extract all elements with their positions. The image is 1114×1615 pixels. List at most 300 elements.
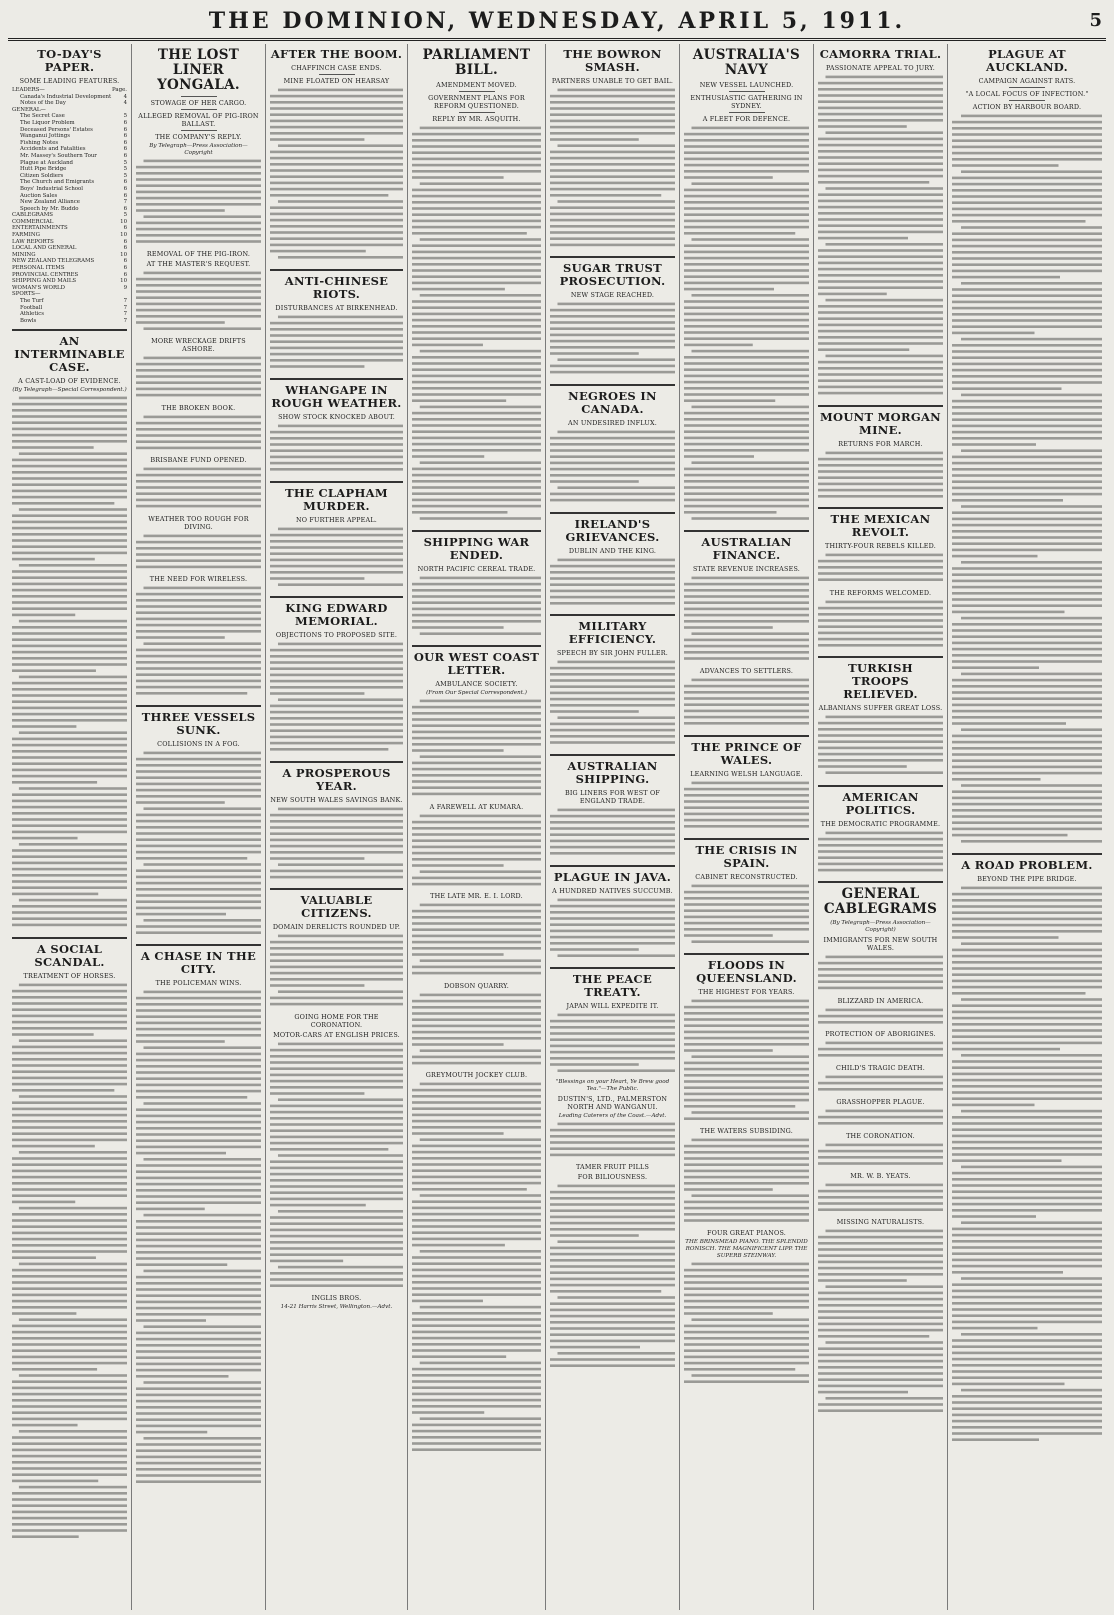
body-text-line [684, 1061, 809, 1064]
body-text-line [550, 1039, 675, 1042]
body-text-line [826, 1230, 944, 1233]
body-text-line [12, 1163, 127, 1166]
body-text-line [270, 431, 403, 434]
body-text-line [558, 1352, 676, 1355]
body-text-line [684, 703, 809, 706]
body-text-line [12, 1126, 127, 1129]
body-text-line [952, 986, 1102, 989]
body-text-line [412, 1263, 541, 1266]
body-text-line [952, 183, 1102, 186]
body-text-line [12, 484, 127, 487]
body-text-line [412, 1000, 541, 1003]
body-text-line [684, 449, 809, 452]
body-text-line [818, 856, 943, 859]
body-text-line [12, 837, 78, 840]
body-text-line [420, 1250, 541, 1253]
body-text-line [136, 290, 261, 293]
index-label: COMMERCIAL [12, 218, 54, 225]
body-text-line [412, 319, 541, 322]
body-text-line [952, 127, 1102, 130]
index-row [12, 265, 127, 272]
body-text-line [684, 1300, 809, 1303]
advert-sign: INGLIS BROS. [311, 1293, 362, 1302]
body-text-line [684, 412, 809, 415]
body-text-line [12, 682, 127, 685]
body-text-line [952, 1258, 1102, 1261]
body-text-line [684, 1362, 809, 1365]
body-text-line [818, 1316, 943, 1319]
body-text-line [270, 328, 403, 331]
body-text-line [952, 251, 1102, 254]
body-text-line [952, 1116, 1102, 1119]
body-text-line [684, 331, 809, 334]
body-text-line [412, 1281, 541, 1284]
body-text-line [412, 176, 504, 179]
body-text-line [12, 881, 127, 884]
cable-grasshopper: GRASSHOPPER PLAGUE. [836, 1097, 925, 1106]
body-text-line [270, 151, 403, 154]
body-text-line [270, 686, 403, 689]
body-text-line [412, 375, 541, 378]
body-text-line [684, 492, 809, 495]
body-text-lines [818, 1040, 943, 1059]
body-text-line [826, 131, 944, 134]
article-body [550, 807, 675, 860]
body-text-lines [818, 74, 943, 396]
parliament-sub-3: REPLY BY MR. ASQUITH. [432, 115, 521, 123]
body-text-line [270, 978, 403, 981]
body-text-line [684, 1337, 809, 1340]
body-text-line [684, 794, 809, 797]
body-text-line [684, 375, 809, 378]
body-text-line [952, 685, 1102, 688]
index-row [12, 127, 127, 134]
body-text-line [818, 249, 943, 252]
body-text-line [684, 1312, 773, 1315]
road-subheading: BEYOND THE PIPE BRIDGE. [977, 874, 1077, 883]
body-text-lines [270, 526, 403, 588]
body-text-line [684, 368, 809, 371]
body-text-line [270, 1272, 403, 1275]
cablegrams-credit: (By Telegraph—Press Association—Copyright) [830, 920, 931, 934]
article-body [550, 1012, 675, 1077]
body-text-line [952, 899, 1102, 902]
body-text-line [952, 1203, 1102, 1206]
body-text-line [136, 446, 261, 449]
body-text-line [412, 1089, 541, 1092]
body-text-line [12, 1250, 127, 1253]
java-subheading: A HUNDRED NATIVES SUCCUMB. [552, 887, 673, 896]
body-text-line [818, 457, 943, 460]
body-text-line [270, 704, 403, 707]
index-page: 5 [123, 159, 127, 166]
body-text-line [270, 353, 403, 356]
index-page: 4 [123, 93, 127, 100]
body-text-line [952, 759, 1102, 762]
body-text-line [12, 533, 127, 536]
body-text-line [952, 139, 1102, 142]
body-text-line [412, 325, 541, 328]
body-text-line [136, 674, 261, 677]
body-text-lines [952, 885, 1102, 1443]
index-row [12, 173, 127, 180]
body-text-line [412, 511, 507, 514]
body-text-line [412, 1133, 504, 1136]
body-text-line [136, 369, 261, 372]
column-8 [948, 44, 1106, 1610]
body-text-line [550, 735, 675, 738]
body-text-line [684, 620, 809, 623]
body-text-line [550, 571, 675, 574]
body-text-line [412, 1288, 541, 1291]
body-text-line [684, 1213, 809, 1216]
body-text-line [412, 1018, 541, 1021]
body-text-line [684, 1356, 809, 1359]
politics-heading: AMERICAN POLITICS. [842, 789, 919, 817]
body-text-line [12, 496, 127, 499]
article-body [684, 883, 809, 948]
shipping-war-subheading: NORTH PACIFIC CEREAL TRADE. [417, 565, 536, 573]
body-text-line [952, 146, 1102, 149]
cable-yeats: MR. W. B. YEATS. [850, 1171, 911, 1180]
index-label: PERSONAL ITEMS [12, 265, 65, 272]
military-heading: MILITARY EFFICIENCY. [568, 619, 657, 647]
body-text-line [412, 251, 541, 254]
body-text-line [12, 1114, 127, 1117]
body-text-line [952, 462, 1102, 465]
article-body [412, 992, 541, 1070]
body-text-lines [550, 659, 675, 746]
body-text-line [952, 1358, 1102, 1361]
body-text-line [550, 815, 675, 818]
body-text-lines [818, 1007, 943, 1026]
body-text-line [12, 416, 127, 419]
body-text-line [270, 334, 403, 337]
body-text-line [270, 443, 403, 446]
body-text-line [684, 325, 809, 328]
body-text-line [12, 1014, 127, 1017]
body-text-line [558, 486, 676, 489]
body-text-line [12, 490, 127, 493]
body-text-line [12, 918, 127, 921]
body-text-line [412, 331, 541, 334]
body-text-line [144, 1437, 262, 1440]
body-text-line [12, 924, 127, 927]
body-text-line [684, 424, 809, 427]
body-text-line [412, 381, 541, 384]
article-body [818, 1182, 943, 1216]
body-text-line [684, 1188, 773, 1191]
body-text-line [412, 725, 541, 728]
body-text-line [952, 766, 1102, 769]
body-text-line [136, 1251, 261, 1254]
body-text-line [952, 1122, 1102, 1125]
body-text-line [952, 803, 1102, 806]
body-text-line [692, 1111, 810, 1114]
body-text-line [278, 527, 403, 530]
body-text-line [136, 795, 261, 798]
body-text-lines [684, 575, 809, 662]
body-text-line [550, 365, 675, 368]
body-text-line [136, 1065, 261, 1068]
body-text-line [412, 1031, 541, 1034]
body-text-line [684, 1049, 773, 1052]
body-text-line [952, 406, 1102, 409]
body-text-line [136, 1220, 261, 1223]
body-text-line [270, 1173, 403, 1176]
column-3 [266, 44, 408, 1610]
index-label: LAW REPORTS [12, 238, 54, 245]
body-text-line [684, 158, 809, 161]
body-text-line [136, 178, 261, 181]
body-text-line [818, 753, 943, 756]
index-page: 10 [120, 278, 127, 285]
body-text-line [684, 1176, 809, 1179]
body-text-line [952, 1172, 1102, 1175]
index-page: 6 [123, 179, 127, 186]
body-text-line [136, 222, 261, 225]
body-text-lines [684, 1261, 809, 1385]
index-page: 6 [123, 133, 127, 140]
body-text-line [12, 540, 127, 543]
pianos-ad-list: THE BRINSMEAD PIANO. THE SPLENDID RONISCH. THE MAGNIFICENT LIPP. THE SUPERB STEINWAY. [685, 1239, 808, 1259]
body-text-line [412, 1257, 541, 1260]
body-text-line [684, 934, 773, 937]
body-text-line [684, 511, 777, 514]
article-body [550, 659, 675, 749]
body-text-line [136, 1400, 261, 1403]
body-text-line [818, 844, 943, 847]
body-text-line [412, 780, 541, 783]
body-text-line [818, 766, 907, 769]
body-text-line [12, 657, 127, 660]
whangape-subheading: SHOW STOCK KNOCKED ABOUT. [278, 412, 395, 421]
body-text-line [136, 1412, 261, 1415]
body-text-line [12, 478, 127, 481]
body-text-line [278, 991, 403, 994]
military-subheading: SPEECH BY SIR JOHN FULLER. [556, 649, 669, 658]
article-body [136, 270, 261, 335]
body-text-line [684, 1030, 809, 1033]
index-page: 4 [123, 100, 127, 107]
body-text-line [952, 518, 1102, 521]
body-text-line [818, 169, 943, 172]
body-text-line [684, 313, 809, 316]
body-text-line [558, 1014, 676, 1017]
body-text-line [818, 1323, 943, 1326]
body-text-line [420, 350, 541, 353]
body-text-line [270, 729, 403, 732]
body-text-line [818, 837, 943, 840]
pills-ad: TAMER FRUIT PILLS [575, 1162, 650, 1171]
body-text-line [270, 717, 403, 720]
body-text-line [136, 1133, 261, 1136]
body-text-line [818, 747, 943, 750]
body-text-line [952, 592, 1102, 595]
body-text-line [12, 1157, 127, 1160]
body-text-line [952, 821, 1102, 824]
body-text-line [550, 686, 675, 689]
body-text-line [12, 1132, 127, 1135]
body-text-line [270, 1185, 403, 1188]
body-text-line [270, 1117, 403, 1120]
body-text-line [136, 1474, 261, 1477]
body-text-line [952, 722, 1066, 725]
index-row [12, 219, 127, 226]
finance-sub-1: STATE REVENUE INCREASES. [692, 565, 801, 573]
index-list [12, 87, 127, 324]
body-text-line [692, 679, 810, 682]
body-text-line [818, 181, 929, 184]
body-text-line [144, 863, 262, 866]
body-text-line [19, 1207, 127, 1210]
body-text-lines [818, 1142, 943, 1167]
body-text-line [684, 1349, 809, 1352]
index-page: 6 [123, 185, 127, 192]
body-text-line [550, 1057, 675, 1060]
body-text-line [952, 809, 1102, 812]
body-text-line [12, 1021, 127, 1024]
body-text-line [684, 645, 809, 648]
article-body [270, 423, 403, 476]
body-text-line [818, 962, 943, 965]
body-text-line [12, 583, 127, 586]
body-text-line [270, 322, 403, 325]
body-text-line [136, 857, 247, 860]
article-body [270, 87, 403, 264]
body-text-line [961, 1054, 1102, 1057]
body-text-line [12, 744, 127, 747]
body-text-line [818, 330, 943, 333]
body-text-line [19, 620, 127, 623]
body-text-line [12, 1300, 127, 1303]
body-text-line [818, 1082, 943, 1085]
index-label: SHIPPING AND MAILS [12, 278, 77, 285]
body-text-line [684, 685, 809, 688]
body-text-line [278, 315, 403, 318]
body-text-line [550, 729, 675, 732]
body-text-line [412, 145, 541, 148]
body-text-line [684, 1086, 809, 1089]
body-text-line [550, 499, 675, 502]
body-text-line [12, 1076, 127, 1079]
finance-heading: AUSTRALIAN FINANCE. [701, 535, 792, 562]
body-text-line [12, 893, 98, 896]
body-text-line [952, 133, 1102, 136]
body-text-line [558, 200, 676, 203]
body-text-line [684, 381, 809, 384]
body-text-line [270, 941, 403, 944]
body-text-line [136, 820, 261, 823]
index-page: 10 [120, 251, 127, 258]
body-text-line [818, 212, 943, 215]
body-text-line [684, 139, 809, 142]
body-text-line [818, 637, 943, 640]
dustin-quote: "Blessings on your Heart, Ye Brew good Tea."—The Public. [555, 1078, 670, 1092]
body-text-line [12, 738, 127, 741]
body-text-line [952, 741, 1102, 744]
body-text-line [136, 1040, 225, 1043]
body-text-line [818, 1054, 943, 1057]
body-text-line [961, 617, 1102, 620]
body-text-line [952, 307, 1102, 310]
body-text-line [684, 455, 754, 458]
index-label: Football [20, 304, 43, 311]
body-text-lines [818, 599, 943, 649]
body-text-line [818, 255, 943, 258]
body-text-line [952, 363, 1102, 366]
body-text-line [412, 1368, 541, 1371]
body-text-line [412, 737, 541, 740]
body-text-line [136, 826, 261, 829]
body-text-line [952, 917, 1102, 920]
body-text-line [12, 688, 127, 691]
body-text-line [270, 851, 403, 854]
body-text-line [952, 1010, 1102, 1013]
body-text-line [136, 1419, 261, 1422]
article-body [12, 982, 127, 1543]
article-body [550, 897, 675, 962]
body-text-line [684, 362, 809, 365]
index-row [12, 146, 127, 153]
body-text-line [270, 365, 364, 368]
body-text-line [818, 379, 943, 382]
body-text-line [136, 440, 261, 443]
masthead [8, 4, 1106, 41]
body-text-line [136, 1319, 206, 1322]
body-text-line [136, 1226, 261, 1229]
index-label: Boys' Industrial School [20, 185, 84, 192]
yongala-sub-6: MORE WRECKAGE DRIFTS ASHORE. [151, 337, 246, 354]
body-text-line [818, 850, 943, 853]
body-text-line [12, 1368, 97, 1371]
body-text-line [136, 1071, 261, 1074]
body-text-line [412, 768, 541, 771]
column-2 [132, 44, 266, 1610]
body-text-line [818, 981, 943, 984]
body-text-line [12, 1529, 127, 1532]
body-text-line [692, 781, 810, 784]
body-text-line [12, 719, 127, 722]
body-text-line [952, 1227, 1102, 1230]
body-text-line [952, 239, 1102, 242]
index-row [12, 311, 127, 318]
column-4 [408, 44, 546, 1610]
body-text-line [412, 1108, 541, 1111]
body-text-line [412, 288, 505, 291]
interminable-heading: AN INTERMINABLE CASE. [14, 334, 125, 375]
body-text-line [136, 1288, 261, 1291]
body-text-line [412, 1337, 541, 1340]
body-text-line [550, 846, 675, 849]
body-text-line [12, 1362, 127, 1365]
body-text-line [952, 1370, 1102, 1373]
body-text-line [136, 1202, 261, 1205]
index-label: WOMAN'S WORLD [12, 284, 65, 291]
body-text-line [136, 480, 261, 483]
body-text-line [136, 888, 261, 891]
body-text-line [952, 257, 1102, 260]
body-text-line [818, 1279, 907, 1282]
body-text-line [684, 626, 773, 629]
body-text-line [952, 344, 1102, 347]
body-text-line [952, 567, 1102, 570]
body-text-line [684, 257, 809, 260]
body-text-line [270, 1278, 403, 1281]
body-text-line [550, 1033, 675, 1036]
body-text-lines [952, 113, 1102, 845]
body-text-line [270, 1228, 403, 1231]
